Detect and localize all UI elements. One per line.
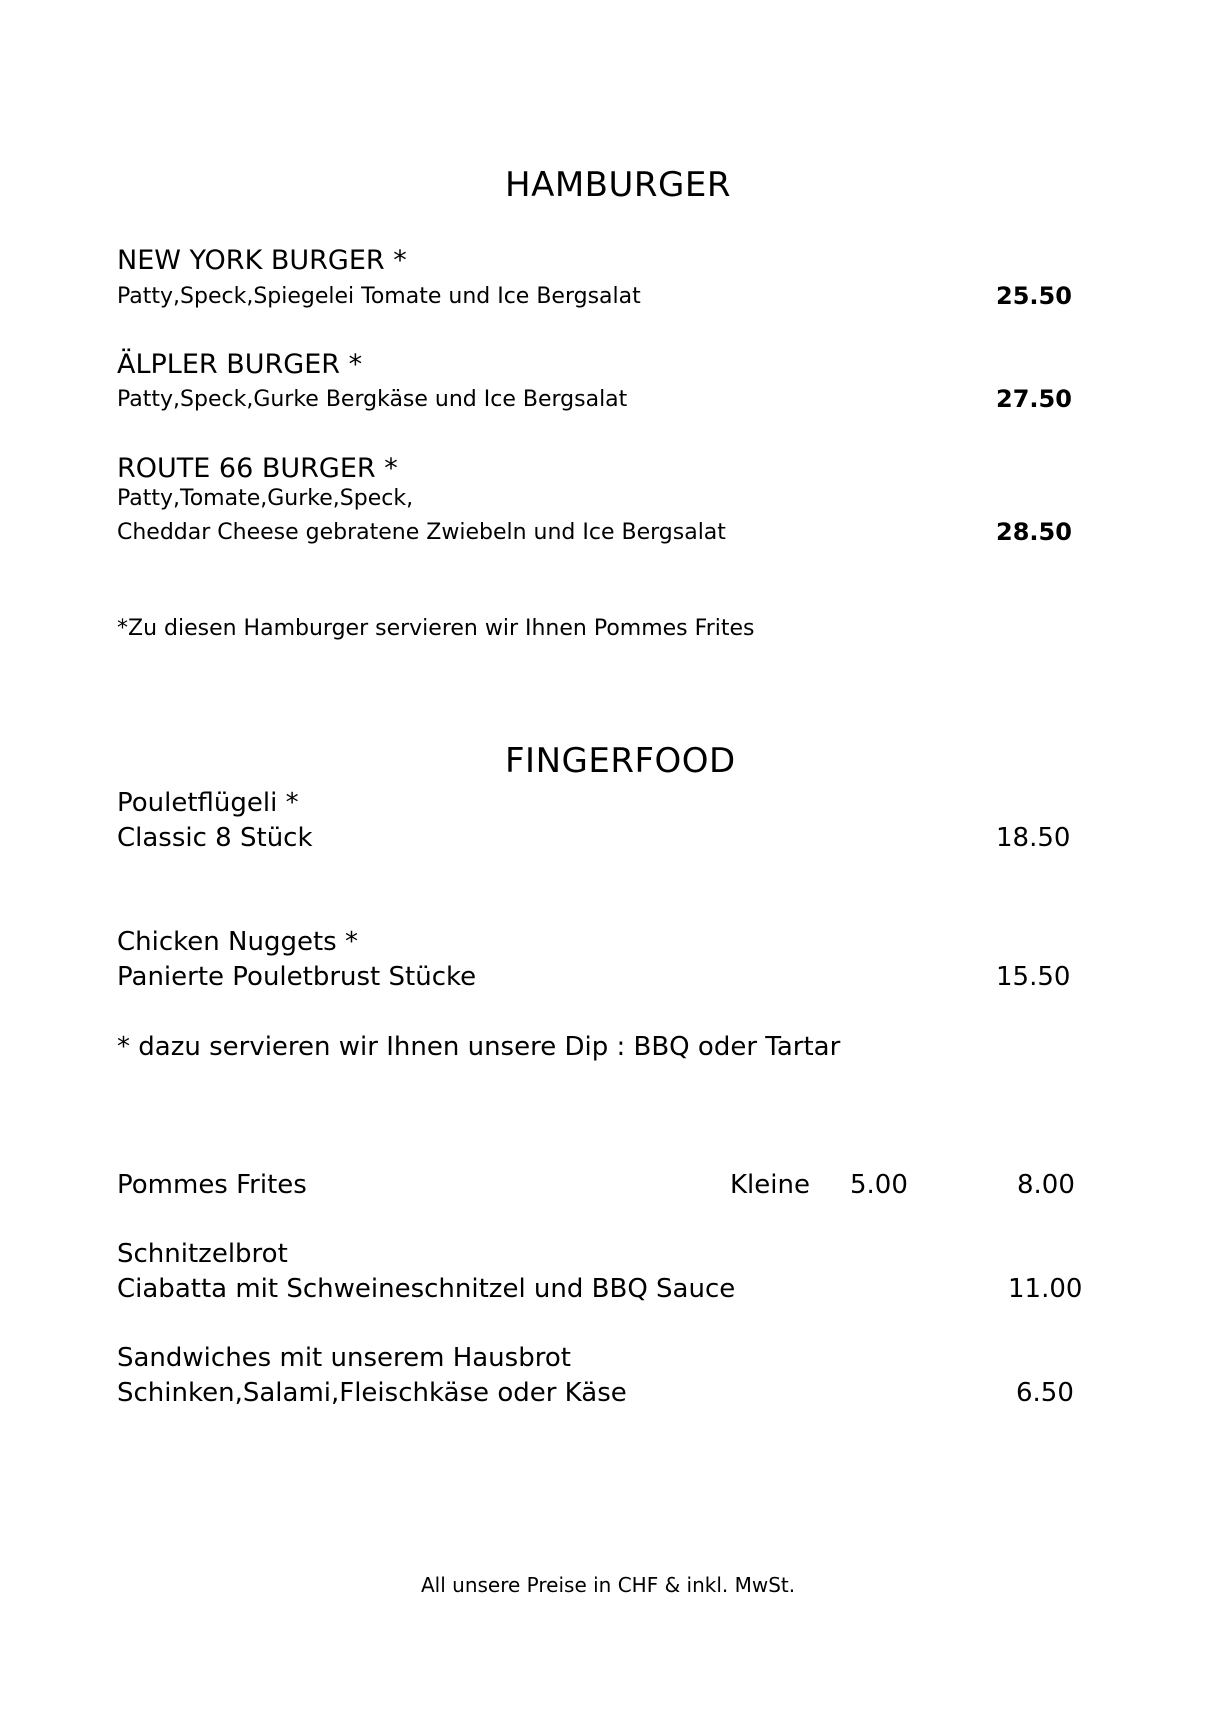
fingerfood-heading: FINGERFOOD — [505, 741, 736, 781]
item-name: Chicken Nuggets * — [117, 927, 358, 957]
item-description: Patty,Tomate,Gurke,Speck, — [117, 486, 414, 511]
item-description: Ciabatta mit Schweineschnitzel und BBQ Sauce — [117, 1274, 736, 1304]
price-footer-note: All unsere Preise in CHF & inkl. MwSt. — [421, 1573, 796, 1597]
item-price: 11.00 — [1008, 1274, 1083, 1304]
item-name: Sandwiches mit unserem Hausbrot — [117, 1343, 571, 1373]
hamburger-heading: HAMBURGER — [505, 165, 731, 205]
item-description: Panierte Pouletbrust Stücke — [117, 962, 477, 992]
item-description: Classic 8 Stück — [117, 823, 313, 853]
item-price: 15.50 — [996, 962, 1071, 992]
item-name: Schnitzelbrot — [117, 1239, 288, 1269]
item-price: 8.00 — [1017, 1170, 1075, 1200]
item-price: 28.50 — [996, 518, 1072, 546]
item-name: Pommes Frites — [117, 1170, 307, 1200]
item-description: Cheddar Cheese gebratene Zwiebeln und Ice Bergsalat — [117, 520, 726, 545]
fingerfood-note: * dazu servieren wir Ihnen unsere Dip : BBQ oder Tartar — [117, 1032, 841, 1062]
item-price: 25.50 — [996, 282, 1072, 310]
item-price: 6.50 — [1016, 1378, 1074, 1408]
item-name: ROUTE 66 BURGER * — [117, 453, 398, 484]
item-name: NEW YORK BURGER * — [117, 245, 407, 276]
item-name: ÄLPLER BURGER * — [117, 349, 363, 380]
item-description: Schinken,Salami,Fleischkäse oder Käse — [117, 1378, 627, 1408]
item-description: Patty,Speck,Gurke Bergkäse und Ice Bergsalat — [117, 387, 628, 412]
item-price: 27.50 — [996, 385, 1072, 413]
small-portion-label: Kleine — [730, 1170, 810, 1200]
item-price: 18.50 — [996, 823, 1071, 853]
hamburger-note: *Zu diesen Hamburger servieren wir Ihnen Pommes Frites — [117, 616, 755, 641]
item-name: Pouletflügeli * — [117, 788, 299, 818]
item-description: Patty,Speck,Spiegelei Tomate und Ice Bergsalat — [117, 284, 641, 309]
small-portion-price: 5.00 — [850, 1170, 908, 1200]
